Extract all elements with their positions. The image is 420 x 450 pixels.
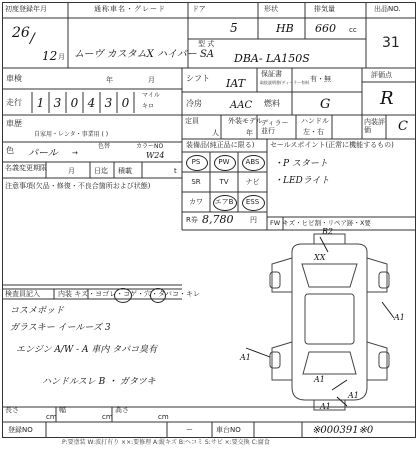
- selling-points-label: セールスポイント(正常に機能するもの): [270, 141, 394, 149]
- history-label: 車歴: [6, 119, 22, 128]
- loading-ton-unit: t: [174, 167, 177, 175]
- dealer-label: ディラー並行: [261, 119, 289, 136]
- inspection-label: 車検: [6, 74, 22, 83]
- equipment-navi: ナビ: [245, 178, 260, 186]
- name-change-day: 日迄: [94, 167, 108, 175]
- name-change-label: 名義変更期限: [5, 164, 47, 172]
- diagram-mark: XX: [314, 253, 326, 262]
- diagram-mark: B2: [322, 227, 333, 236]
- mileage-digit: 3: [104, 96, 113, 110]
- mileage-digit: 0: [70, 96, 79, 110]
- exterior-model-unit: 年: [246, 129, 253, 137]
- first-reg-month-unit: 月: [58, 53, 65, 61]
- damage-legend: FW キズ・ヒビ割・リペア跡・X要: [270, 219, 371, 227]
- checklist-categories: 内装 キズ・ヨゴレ・コゲ・穴・タバコ・キレ: [58, 290, 200, 298]
- handle-value: 左・右: [303, 128, 324, 136]
- length-label: 長さ: [5, 406, 19, 414]
- reg-dash: ー: [186, 426, 193, 434]
- mileage-digit: 4: [87, 96, 96, 110]
- mileage-label: 走行: [6, 98, 22, 107]
- selling-point-item: ・LEDライト: [274, 176, 330, 186]
- diagram-mark: A1: [314, 375, 325, 384]
- selling-point-item: ・P スタート: [274, 159, 328, 169]
- height-label: 高さ: [115, 406, 129, 414]
- length-unit: cm: [46, 413, 57, 421]
- lot-value: 31: [382, 35, 400, 51]
- checklist-circle: [114, 288, 132, 303]
- fuel-label: 燃料: [264, 99, 280, 108]
- type-value: DBA- LA150S: [234, 52, 310, 65]
- color-code-label: カラーNO: [136, 143, 164, 150]
- color-arrow: →: [72, 149, 78, 157]
- equipment-ps-circle: [186, 155, 208, 171]
- shape-label: 形状: [264, 5, 278, 13]
- equipment-tv: TV: [219, 178, 229, 186]
- grade-value: R: [380, 88, 394, 109]
- shift-value: IAT: [226, 77, 246, 90]
- diagram-mark: A1: [394, 313, 405, 322]
- capacity-label: 定員: [185, 117, 199, 125]
- interior-label: 内装評価: [364, 118, 385, 135]
- equipment-abs: ABS: [245, 158, 260, 166]
- recycle-unit: 円: [250, 216, 257, 224]
- first-reg-month: 12: [42, 49, 58, 63]
- equipment-airbag-circle: [213, 195, 237, 211]
- lot-label: 出品NO.: [374, 5, 401, 13]
- inspector-note: コスメポッド: [10, 306, 65, 316]
- displacement-unit: cc: [349, 26, 357, 34]
- equipment-ess: ESS: [245, 198, 260, 206]
- type-label: 型 式: [198, 40, 215, 48]
- mileage-unit-mile: マイル: [142, 92, 160, 99]
- first-reg-label: 初度登録年月: [5, 5, 47, 13]
- shape-value: HB: [276, 22, 294, 35]
- diagram-mark: A1: [320, 402, 331, 411]
- reg-label: 登録NO: [8, 426, 33, 434]
- handle-label: ハンドル: [301, 117, 329, 125]
- equipment-label: 装備品(純正品に限る): [186, 141, 255, 149]
- mileage-digit: 3: [53, 96, 62, 110]
- warranty-sub: 取扱説明書/ディーラー有料: [260, 80, 310, 85]
- warranty-value: 有・無: [310, 75, 331, 83]
- inspector-note: エンジン A/W - A 車内 タバコ臭有: [16, 345, 158, 355]
- inspection-month-unit: 月: [148, 76, 155, 84]
- recycle-label: R券: [186, 216, 198, 224]
- fuel-value: G: [320, 97, 331, 112]
- checklist-label: 検査員記入: [5, 290, 40, 298]
- equipment-pw-circle: [214, 155, 236, 171]
- color-code-value: W24: [146, 151, 165, 160]
- width-unit: cm: [102, 413, 113, 421]
- notes-label: 注意事項(欠品・修復・不良合箇所および状態): [5, 182, 151, 190]
- equipment-ps: PS: [191, 158, 201, 166]
- equipment-sr: SR: [191, 178, 201, 186]
- mileage-digit: 1: [36, 96, 45, 110]
- grade-label: 評価点: [371, 71, 392, 79]
- warranty-label: 保証書: [261, 70, 282, 78]
- inspector-note: ガラスキー イールーズ 3: [10, 323, 111, 333]
- displacement-label: 排気量: [314, 5, 335, 13]
- frame-value: ※000391※0: [312, 425, 374, 436]
- equipment-ess-circle: [242, 195, 265, 211]
- history-options: 自家用・レンタ・事業用 ( ): [34, 131, 109, 138]
- equipment-airbag: エアB: [214, 198, 234, 206]
- first-reg-slash: /: [30, 31, 35, 47]
- equipment-abs-circle: [242, 155, 265, 171]
- name-change-month: 月: [68, 167, 75, 175]
- mileage-digit: 0: [121, 96, 130, 110]
- car-diagram-lines: [270, 234, 389, 410]
- ac-label: 冷房: [186, 99, 202, 108]
- color-label: 色: [6, 146, 14, 155]
- equipment-leather: カワ: [189, 198, 203, 206]
- loading-label: 積載: [118, 167, 132, 175]
- ac-value: AAC: [230, 100, 253, 111]
- checklist-circle: [150, 288, 166, 303]
- equipment-pw: PW: [218, 158, 230, 166]
- first-reg-era: 26: [12, 25, 30, 41]
- model-label: 通称車名・グレード: [94, 5, 166, 13]
- model-value: ムーヴ カスタムX ハイパー SA: [74, 49, 215, 60]
- diagram-mark: A1: [348, 391, 359, 400]
- interior-value: C: [398, 119, 408, 134]
- height-unit: cm: [158, 413, 169, 421]
- diagram-mark: A1: [240, 353, 251, 362]
- doors-label: ドア: [192, 5, 206, 13]
- mileage-unit-km: キロ: [142, 103, 155, 110]
- width-label: 幅: [59, 406, 66, 414]
- recycle-value: 8,780: [202, 213, 234, 226]
- capacity-unit: 人: [212, 129, 219, 137]
- color-value: パール: [28, 148, 58, 159]
- bottom-legend: P:要塗装 W:波打有り ××:要修理 A:縦キズ B:ヘコミ S:サビ ×:要交換 C:腐食: [62, 439, 270, 446]
- shift-label: シフト: [186, 74, 210, 83]
- frame-label: 車台NO: [216, 426, 241, 434]
- displacement-value: 660: [315, 22, 336, 35]
- doors-value: 5: [230, 21, 238, 35]
- auction-sheet: [2, 2, 416, 438]
- color-change-label: 色替: [98, 143, 111, 150]
- inspector-note: ハンドルスレ B ・ ガタツキ: [42, 377, 156, 387]
- inspection-year-unit: 年: [106, 76, 113, 84]
- exterior-model-label: 外装モデル: [228, 117, 263, 125]
